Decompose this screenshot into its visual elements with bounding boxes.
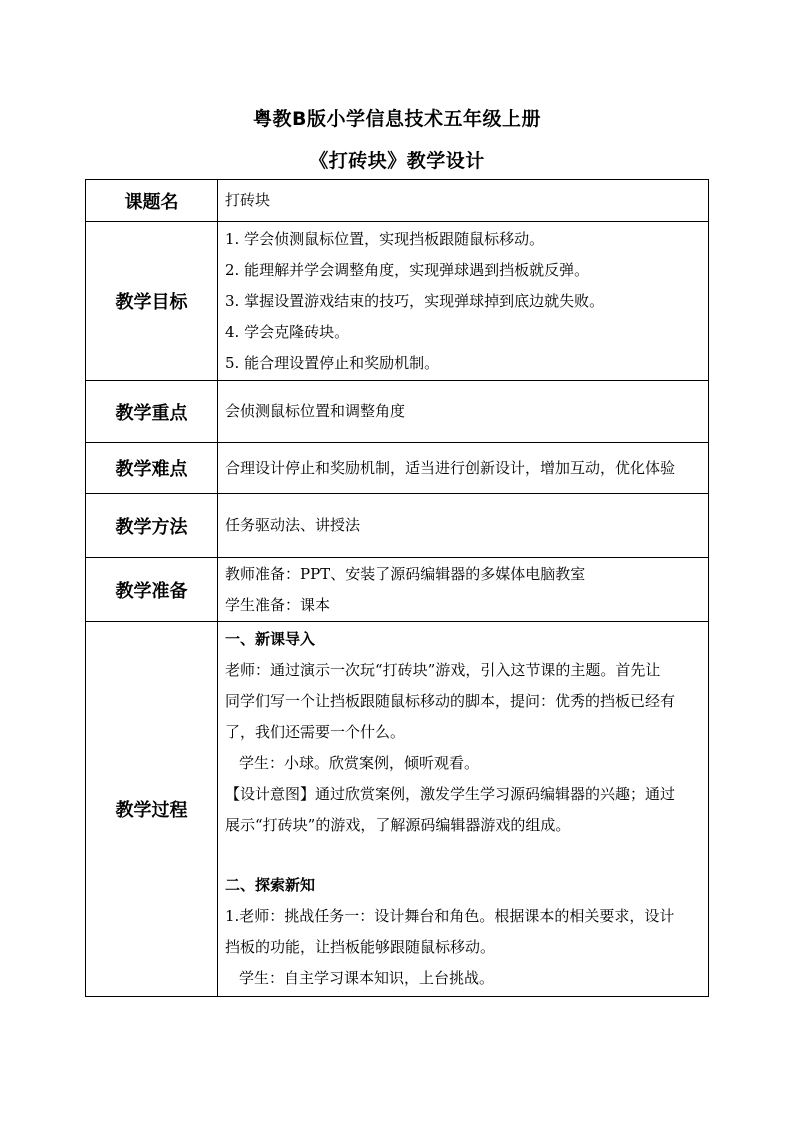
goal-item: 1. 学会侦测鼠标位置，实现挡板跟随鼠标移动。 — [225, 229, 545, 248]
spacer — [225, 841, 704, 870]
paragraph-line: 老师：通过演示一次玩“打砖块”游戏，引入这节课的主题。首先让 — [225, 661, 661, 679]
key-points-value: 会侦测鼠标位置和调整角度 — [218, 381, 709, 443]
difficulties-value: 合理设计停止和奖励机制，适当进行创新设计，增加互动，优化体验 — [218, 443, 709, 494]
lesson-plan-table — [85, 179, 709, 997]
row-label-goals: 教学目标 — [86, 222, 218, 381]
row-process — [86, 622, 709, 997]
row-label-methods: 教学方法 — [86, 494, 218, 558]
row-preparation — [86, 558, 709, 622]
document-subtitle: 《打砖块》教学设计 — [309, 150, 485, 172]
design-intent-line: 【设计意图】通过欣赏案例，激发学生学习源码编辑器的兴趣；通过 — [225, 785, 676, 803]
goal-item: 4. 学会克隆砖块。 — [225, 322, 350, 341]
goal-item: 5. 能合理设置停止和奖励机制。 — [225, 353, 440, 372]
row-goals — [86, 222, 709, 381]
topic-value: 打砖块 — [218, 180, 709, 222]
paragraph-line: 1.老师：挑战任务一：设计舞台和角色。根据课本的相关要求，设计 — [225, 907, 675, 925]
process-cell — [218, 622, 709, 997]
goal-item: 3. 掌握设置游戏结束的技巧，实现弹球掉到底边就失败。 — [225, 291, 605, 310]
goal-item: 2. 能理解并学会调整角度，实现弹球遇到挡板就反弹。 — [225, 260, 590, 279]
design-intent-line: 展示“打砖块”的游戏，了解源码编辑器游戏的组成。 — [225, 816, 571, 834]
section-heading: 二、探索新知 — [225, 876, 316, 894]
row-label-key-points: 教学重点 — [86, 381, 218, 443]
row-methods — [86, 494, 709, 558]
row-difficulties — [86, 443, 709, 494]
row-label-preparation: 教学准备 — [86, 558, 218, 622]
row-topic — [86, 180, 709, 222]
paragraph-line: 同学们写一个让挡板跟随鼠标移动的脚本，提问：优秀的挡板已经有 — [225, 692, 676, 710]
row-label-topic: 课题名 — [86, 180, 218, 222]
row-label-difficulties: 教学难点 — [86, 443, 218, 494]
preparation-cell — [218, 558, 709, 622]
teacher-preparation: 教师准备：PPT、安装了源码编辑器的多媒体电脑教室 — [225, 564, 586, 583]
section-heading: 一、新课导入 — [225, 630, 316, 648]
goals-list-cell — [218, 222, 709, 381]
student-response: 学生：自主学习课本知识，上台挑战。 — [239, 969, 495, 987]
document-title: 粤教B版小学信息技术五年级上册 — [253, 108, 541, 130]
methods-value: 任务驱动法、讲授法 — [218, 494, 709, 558]
paragraph-line: 挡板的功能，让挡板能够跟随鼠标移动。 — [225, 938, 496, 956]
row-key-points — [86, 381, 709, 443]
student-response: 学生：小球。欣赏案例，倾听观看。 — [239, 754, 480, 772]
paragraph-line: 了，我们还需要一个什么。 — [225, 723, 406, 741]
student-preparation: 学生准备：课本 — [225, 595, 331, 614]
goals-list — [225, 224, 704, 379]
row-label-process: 教学过程 — [86, 622, 218, 997]
